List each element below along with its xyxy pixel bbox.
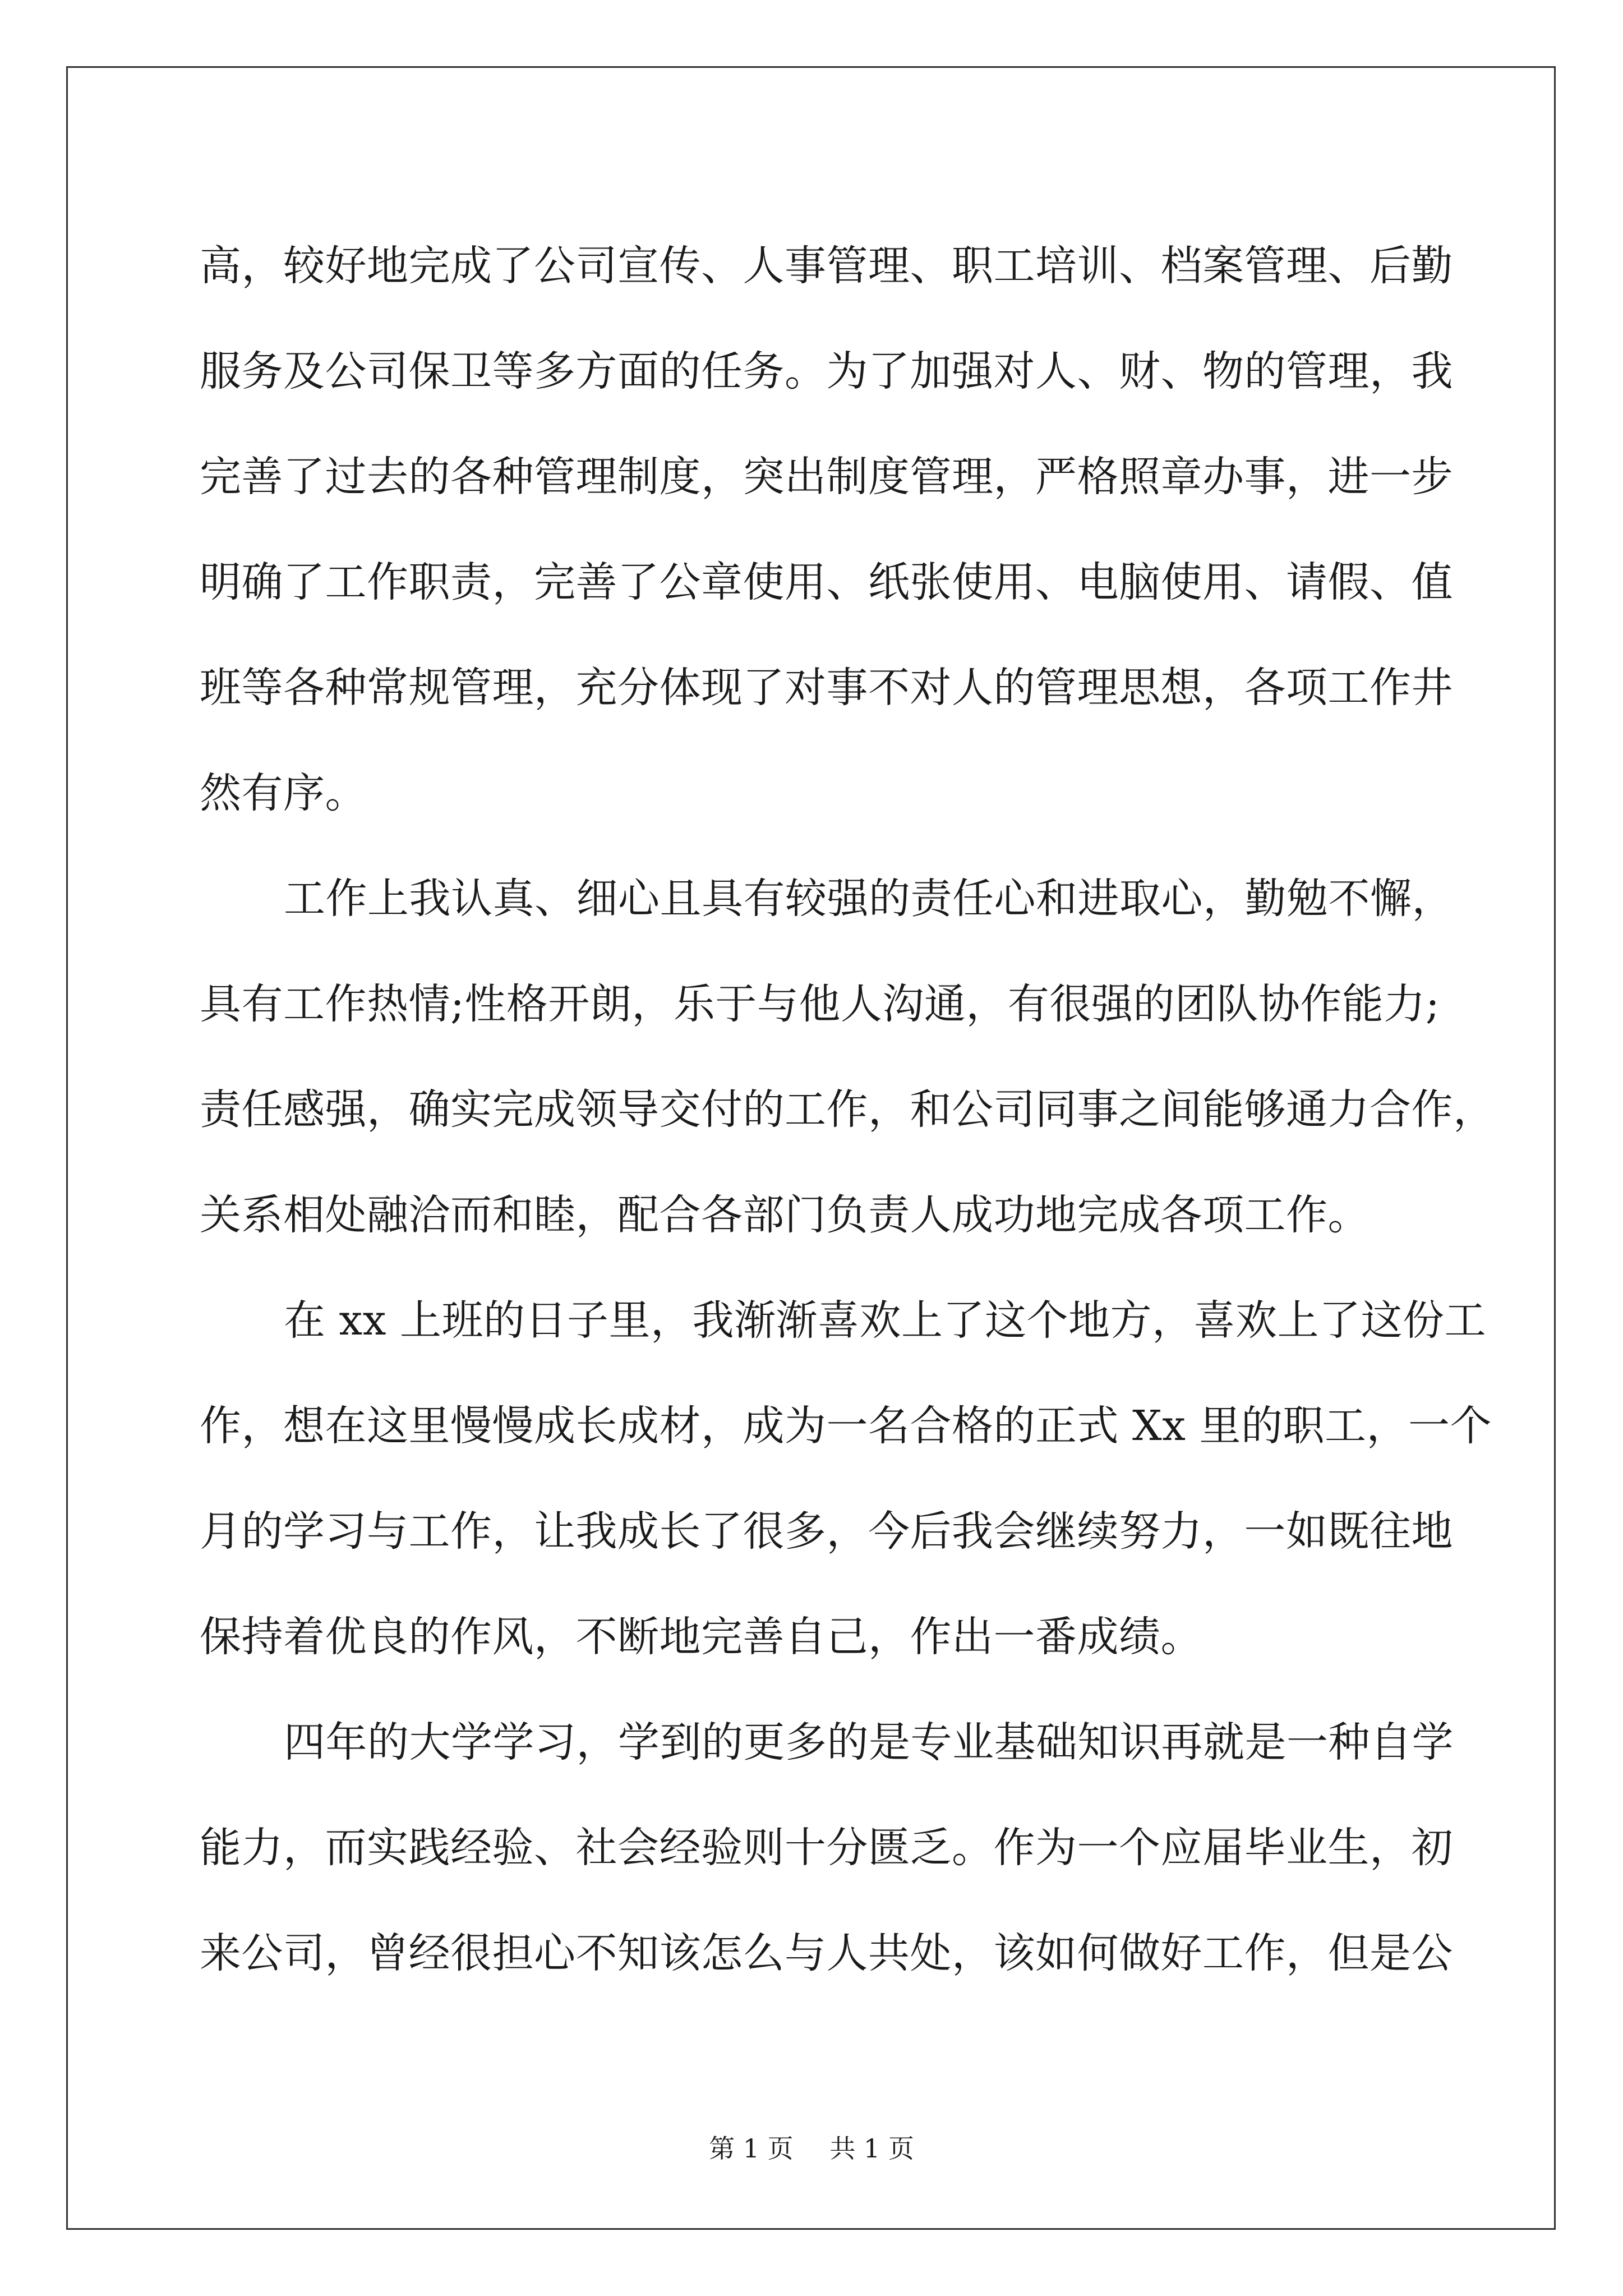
text-line: 月的学习与工作，让我成长了很多，今后我会继续努力，一如既往地 bbox=[200, 1507, 1453, 1556]
document-body bbox=[200, 213, 1495, 2006]
text-line: 责任感强，确实完成领导交付的工作，和公司同事之间能够通力合作， bbox=[200, 1085, 1495, 1134]
text-line: 完善了过去的各种管理制度，突出制度管理，严格照章办事，进一步 bbox=[200, 453, 1453, 501]
text-line: 保持着优良的作风，不断地完善自己，作出一番成绩。 bbox=[200, 1613, 1202, 1661]
text-line: 来公司，曾经很担心不知该怎么与人共处，该如何做好工作，但是公 bbox=[200, 1929, 1453, 1977]
text-line: 四年的大学学习，学到的更多的是专业基础知识再就是一种自学 bbox=[284, 1718, 1454, 1766]
text-line: 关系相处融洽而和睦，配合各部门负责人成功地完成各项工作。 bbox=[200, 1191, 1370, 1239]
text-line: 能力，而实践经验、社会经验则十分匮乏。作为一个应届毕业生，初 bbox=[200, 1824, 1453, 1872]
text-line: 明确了工作职责，完善了公章使用、纸张使用、电脑使用、请假、值 bbox=[200, 558, 1453, 606]
text-line: 工作上我认真、细心且具有较强的责任心和进取心，勤勉不懈， bbox=[284, 875, 1454, 923]
page-total: 共 1 页 bbox=[829, 2133, 914, 2164]
text-line: 在 xx 上班的日子里，我渐渐喜欢上了这个地方，喜欢上了这份工 bbox=[284, 1296, 1487, 1345]
text-line: 班等各种常规管理，充分体现了对事不对人的管理思想，各项工作井 bbox=[200, 664, 1453, 712]
page-footer bbox=[0, 2132, 1623, 2165]
text-line: 服务及公司保卫等多方面的任务。为了加强对人、财、物的管理，我 bbox=[200, 347, 1453, 395]
text-line: 具有工作热情;性格开朗，乐于与他人沟通，有很强的团队协作能力; bbox=[200, 980, 1440, 1028]
page-number: 第 1 页 bbox=[709, 2133, 794, 2164]
text-line: 作，想在这里慢慢成长成材，成为一名合格的正式 Xx 里的职工，一个 bbox=[200, 1402, 1492, 1450]
text-line: 然有序。 bbox=[200, 769, 367, 817]
text-line: 高，较好地完成了公司宣传、人事管理、职工培训、档案管理、后勤 bbox=[200, 242, 1453, 290]
